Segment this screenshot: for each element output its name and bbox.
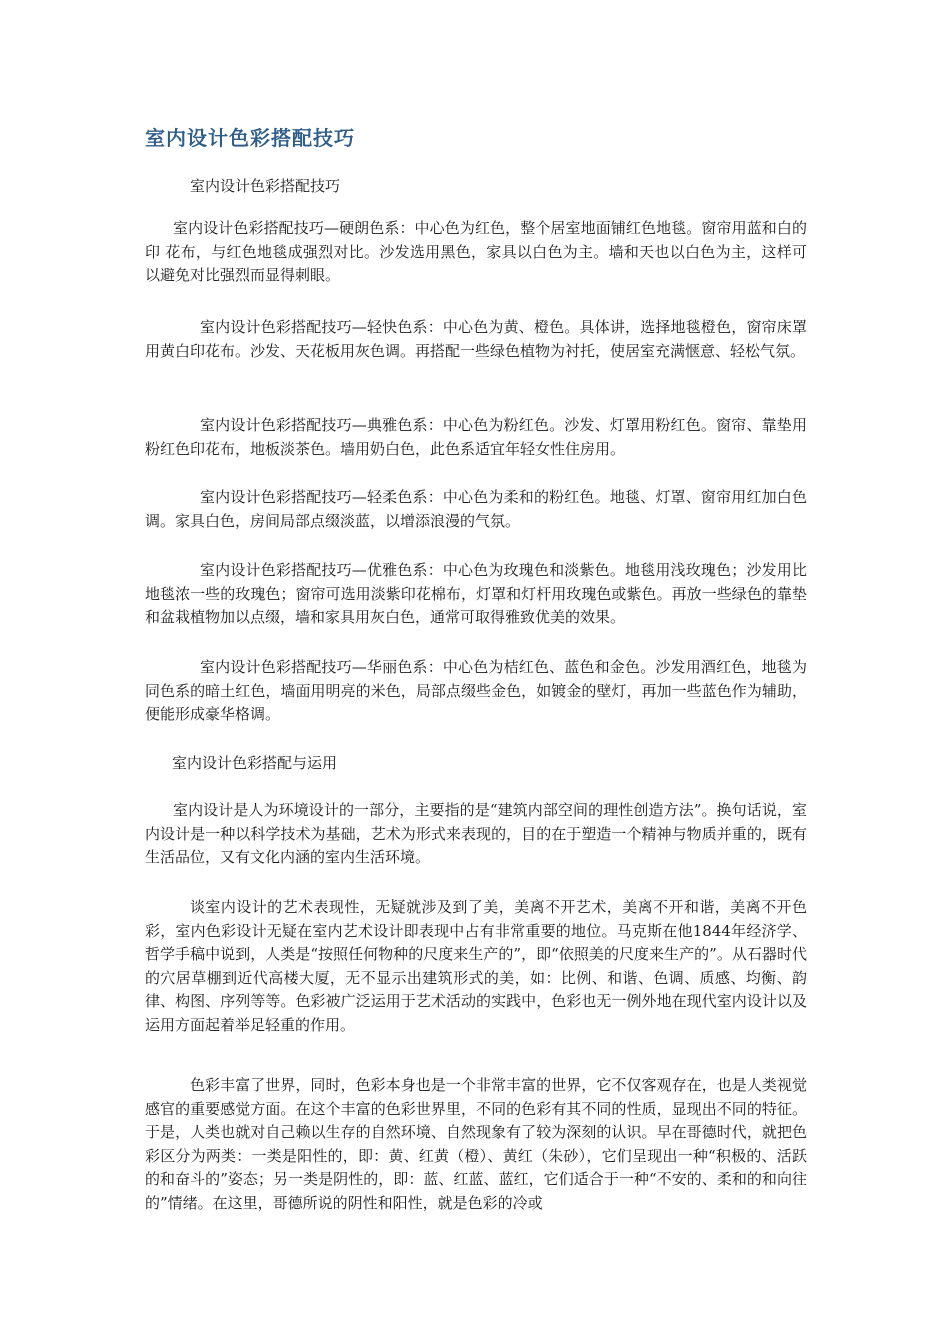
paragraph-elegant-color-scheme: 室内设计色彩搭配技巧—典雅色系：中心色为粉红色。沙发、灯罩用粉红色。窗帘、靠垫用粉红色印花布，地板淡茶色。墙用奶白色，此色系适宜年轻女性住房用。: [145, 416, 807, 458]
paragraph-artistic-expression: 谈室内设计的艺术表现性，无疑就涉及到了美，美离不开艺术，美离不开和谐，美离不开色彩，室内色彩设计无疑在室内艺术设计即表现中占有非常重要的地位。马克斯在他1844年经济学、哲学手稿中说到，人类是“按照任何物种的尺度来生产的”，即“依照美的尺度来生产的”。从石器时代的穴居草棚到近代高楼大厦，无不显示出建筑形式的美，如：比例、和谐、色调、质感、均衡、韵律、构图、序列等等。色彩被广泛运用于艺术活动的实践中，色彩也无一例外地在现代室内设计以及运用方面起着举足轻重的作用。: [145, 898, 807, 1034]
section-heading: 室内设计色彩搭配与运用: [172, 754, 338, 772]
paragraph-light-color-scheme: 室内设计色彩搭配技巧—轻快色系：中心色为黄、橙色。具体讲，选择地毯橙色，窗帘床罩用黄白印花布。沙发、天花板用灰色调。再搭配一些绿色植物为衬托，使居室充满惬意、轻松气氛。: [145, 318, 807, 360]
paragraph-color-world: 色彩丰富了世界，同时，色彩本身也是一个非常丰富的世界，它不仅客观存在，也是人类视觉感官的重要感觉方面。在这个丰富的色彩世界里，不同的色彩有其不同的性质，显现出不同的特征。于是，人类也就对自己赖以生存的自然环境、自然现象有了较为深刻的认识。早在哥德时代，就把色彩区分为两类：一类是阳性的，即：黄、红黄（橙）、黄红（朱砂），它们呈现出一种“积极的、活跃的和奋斗的”姿态；另一类是阴性的，即：蓝、红蓝、蓝红，它们适合于一种“不安的、柔和的和向往的”情绪。在这里，哥德所说的阴性和阳性，就是色彩的冷或: [145, 1076, 807, 1212]
paragraph-interior-design-definition: 室内设计是人为环境设计的一部分，主要指的是“建筑内部空间的理性创造方法”。换句话说，室内设计是一种以科学技术为基础，艺术为形式来表现的，目的在于塑造一个精神与物质并重的，既有生活品位，又有文化内涵的室内生活环境。: [145, 801, 807, 866]
paragraph-graceful-color-scheme: 室内设计色彩搭配技巧—优雅色系：中心色为玫瑰色和淡紫色。地毯用浅玫瑰色；沙发用比地毯浓一些的玫瑰色；窗帘可选用淡紫印花棉布，灯罩和灯杆用玫瑰色或紫色。再放一些绿色的靠垫和盆栽植物加以点缀，墙和家具用灰白色，通常可取得雅致优美的效果。: [145, 561, 807, 626]
paragraph-hard-color-scheme: 室内设计色彩搭配技巧—硬朗色系：中心色为红色，整个居室地面铺红色地毯。窗帘用蓝和白的印 花布，与红色地毯成强烈对比。沙发选用黑色，家具以白色为主。墙和天也以白色为主，这样可以避免对比强烈而显得刺眼。: [145, 219, 807, 284]
document-subtitle: 室内设计色彩搭配技巧: [190, 177, 341, 195]
paragraph-soft-color-scheme: 室内设计色彩搭配技巧—轻柔色系：中心色为柔和的粉红色。地毯、灯罩、窗帘用红加白色调。家具白色，房间局部点缀淡蓝，以增添浪漫的气氛。: [145, 488, 807, 530]
paragraph-luxurious-color-scheme: 室内设计色彩搭配技巧—华丽色系：中心色为桔红色、蓝色和金色。沙发用酒红色，地毯为同色系的暗土红色，墙面用明亮的米色，局部点缀些金色，如镀金的壁灯，再加一些蓝色作为辅助，便能形成豪华格调。: [145, 658, 807, 723]
document-title: 室内设计色彩搭配技巧: [145, 126, 355, 150]
